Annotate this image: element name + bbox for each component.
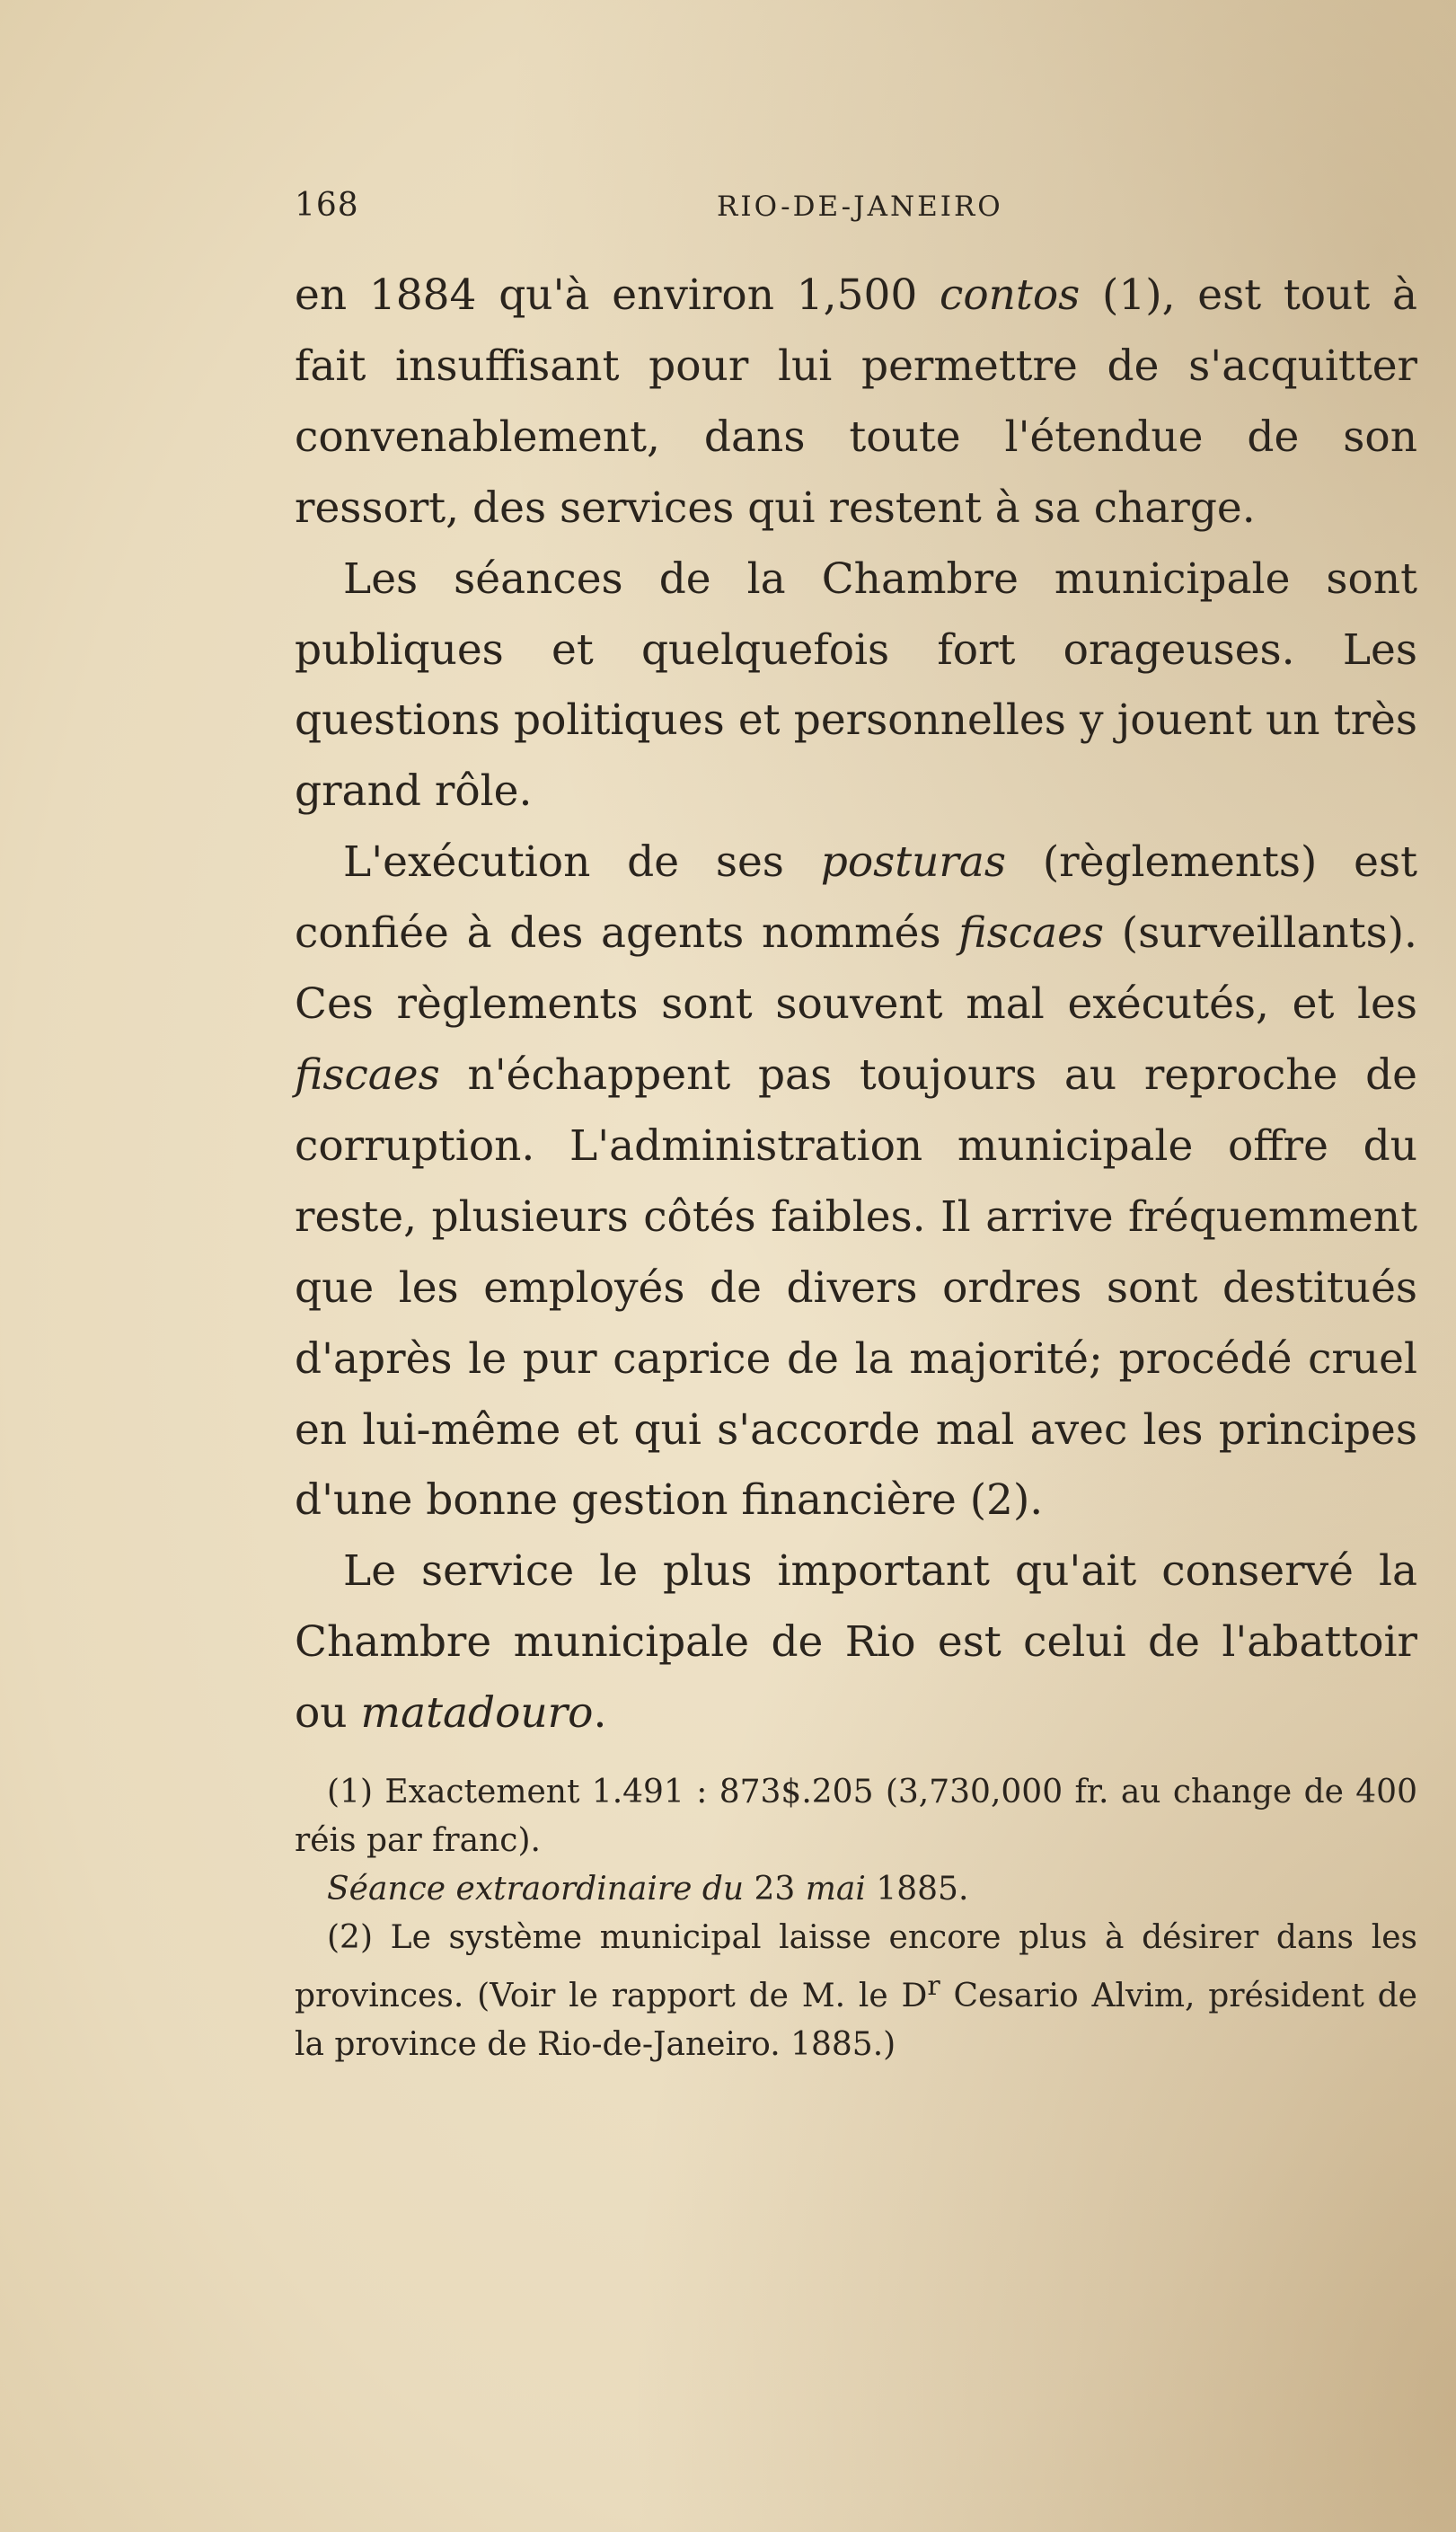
paragraph-4 bbox=[295, 1536, 1417, 1749]
text-run: Cesario Alvim, président de la province de Rio-de-Janeiro. 1885.) bbox=[295, 1978, 1417, 2063]
main-text bbox=[295, 261, 1417, 1749]
italic-term: fiscaes bbox=[295, 1049, 440, 1100]
page-header bbox=[295, 187, 1417, 241]
text-run: Le service le plus important qu'ait conservé la Chambre municipale de Rio est celui de l'abattoir ou bbox=[295, 1546, 1417, 1739]
text-run: 23 bbox=[744, 1871, 806, 1908]
text-run: (2) Le système municipal laisse encore plus à désirer dans les provinces. (Voir le rapport de M. le D bbox=[295, 1919, 1417, 2014]
text-run: Les séances de la Chambre municipale sont publiques et quelquefois fort orageuses. Les questions politiques et personnelles y jouent un très grand rôle. bbox=[295, 553, 1417, 817]
text-run: (règlements) est confiée à des agents nommés bbox=[295, 837, 1418, 959]
italic-term: mai bbox=[805, 1871, 866, 1908]
superscript: r bbox=[927, 1970, 940, 2002]
page-number: 168 bbox=[295, 187, 359, 224]
text-run: L'exécution de ses bbox=[343, 837, 821, 888]
paragraph-1 bbox=[295, 261, 1417, 544]
italic-term: matadouro bbox=[360, 1688, 594, 1739]
footnote-1-source bbox=[295, 1865, 1417, 1914]
paragraph-2 bbox=[295, 544, 1417, 828]
text-run: en 1884 qu'à environ 1,500 bbox=[295, 270, 940, 320]
text-run: (1), est tout à fait insuffisant pour lui permettre de s'acquitter convenablement, dans toute l'étendue de son ressort, des services qui restent à sa charge. bbox=[295, 270, 1417, 533]
italic-term: Séance extraordinaire du bbox=[327, 1871, 745, 1908]
footnote-1 bbox=[295, 1768, 1417, 1865]
text-run: (1) Exactement 1.491 : 873$.205 (3,730,000 fr. au change de 400 réis par franc). bbox=[295, 1774, 1417, 1859]
running-head: RIO-DE-JANEIRO bbox=[717, 190, 1003, 223]
text-run: 1885. bbox=[865, 1871, 969, 1908]
text-run: n'échappent pas toujours au reproche de corruption. L'administration municipale offre du reste, plusieurs côtés faibles. Il arrive fréquemment que les employés de divers ordres sont destitués d'après le pur caprice de la majorité; procédé cruel en lui-même et qui s'accorde mal avec les principes d'une bonne gestion financière (2). bbox=[295, 1049, 1417, 1526]
text-run: . bbox=[593, 1688, 607, 1739]
footnotes bbox=[295, 1768, 1417, 2069]
footnote-2 bbox=[295, 1914, 1417, 2069]
text-run: (surveillants). Ces règlements sont souvent mal exécutés, et les bbox=[295, 908, 1417, 1030]
italic-term: fiscaes bbox=[958, 908, 1105, 959]
italic-term: posturas bbox=[820, 837, 1007, 888]
paragraph-3 bbox=[295, 828, 1417, 1536]
italic-term: contos bbox=[940, 270, 1081, 320]
